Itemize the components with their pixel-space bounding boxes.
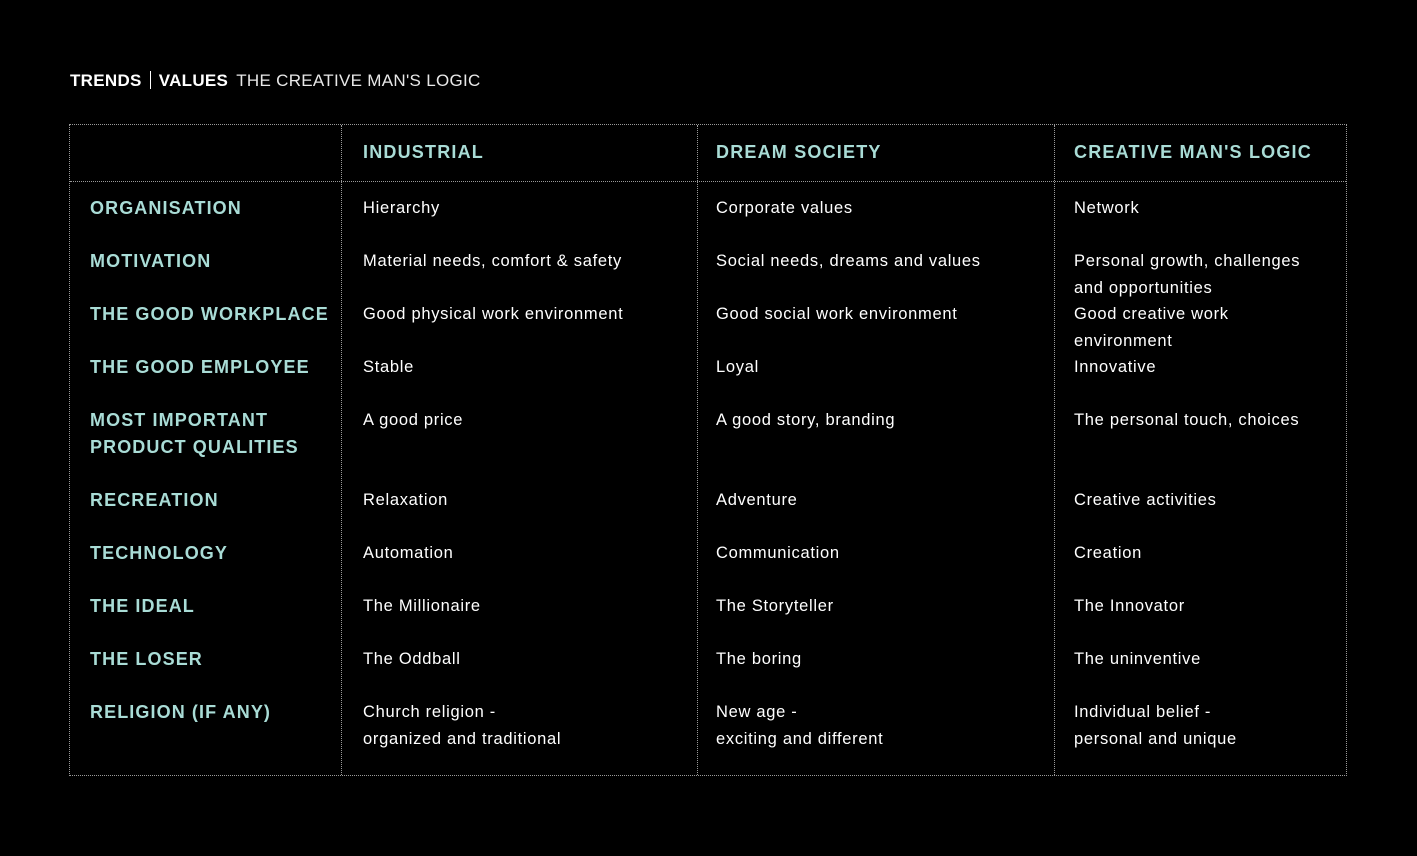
row-label: RELIGION (IF ANY) (90, 702, 272, 722)
table-cell: Automation (363, 544, 454, 562)
table-cell: Church religion - organized and traditional (363, 703, 562, 748)
table-cell: The Storyteller (716, 597, 834, 615)
row-label: THE GOOD WORKPLACE (90, 304, 329, 324)
table-cell: Network (1074, 199, 1140, 217)
column-header-creative: CREATIVE MAN'S LOGIC (1074, 142, 1312, 162)
table-cell: A good price (363, 411, 464, 429)
title-separator (150, 71, 151, 89)
table-cell: Material needs, comfort & safety (363, 252, 622, 270)
table-cell: The personal touch, choices (1074, 411, 1300, 429)
table-cell: Stable (363, 358, 414, 376)
title-values: VALUES (158, 71, 229, 90)
row-label: THE IDEAL (90, 596, 195, 616)
table-cell: Hierarchy (363, 199, 440, 217)
column-header-industrial: INDUSTRIAL (363, 142, 484, 162)
table-cell: A good story, branding (716, 411, 896, 429)
table-cell: Creation (1074, 544, 1142, 562)
table-cell: Loyal (716, 358, 759, 376)
title-trends: TRENDS (70, 71, 142, 90)
header-divider (70, 181, 1346, 182)
table-cell: The Millionaire (363, 597, 481, 615)
column-header-dream-society: DREAM SOCIETY (716, 142, 882, 162)
table-cell: Good physical work environment (363, 305, 624, 323)
row-label: RECREATION (90, 490, 219, 510)
table-cell: Good social work environment (716, 305, 958, 323)
table-cell: Social needs, dreams and values (716, 252, 981, 270)
row-label: MOST IMPORTANT PRODUCT QUALITIES (90, 410, 299, 457)
table-cell: Personal growth, challenges and opportunities (1074, 252, 1301, 297)
table-cell: The Oddball (363, 650, 461, 668)
table-cell: Creative activities (1074, 491, 1217, 509)
table-cell: Adventure (716, 491, 798, 509)
column-divider (341, 125, 342, 775)
table-cell: The Innovator (1074, 597, 1185, 615)
row-label: ORGANISATION (90, 198, 242, 218)
page-title (70, 71, 481, 91)
table-cell: Corporate values (716, 199, 853, 217)
table-cell: Good creative work environment (1074, 305, 1229, 350)
table-cell: Innovative (1074, 358, 1157, 376)
table-cell: Communication (716, 544, 840, 562)
row-label: THE GOOD EMPLOYEE (90, 357, 310, 377)
comparison-table (69, 124, 1347, 776)
row-label: THE LOSER (90, 649, 203, 669)
table-cell: Individual belief - personal and unique (1074, 703, 1237, 748)
title-subtitle: THE CREATIVE MAN'S LOGIC (236, 71, 481, 90)
column-divider (1054, 125, 1055, 775)
table-cell: The uninventive (1074, 650, 1201, 668)
table-cell: The boring (716, 650, 802, 668)
table-cell: New age - exciting and different (716, 703, 884, 748)
row-label: TECHNOLOGY (90, 543, 229, 563)
column-divider (697, 125, 698, 775)
table-cell: Relaxation (363, 491, 448, 509)
row-label: MOTIVATION (90, 251, 212, 271)
